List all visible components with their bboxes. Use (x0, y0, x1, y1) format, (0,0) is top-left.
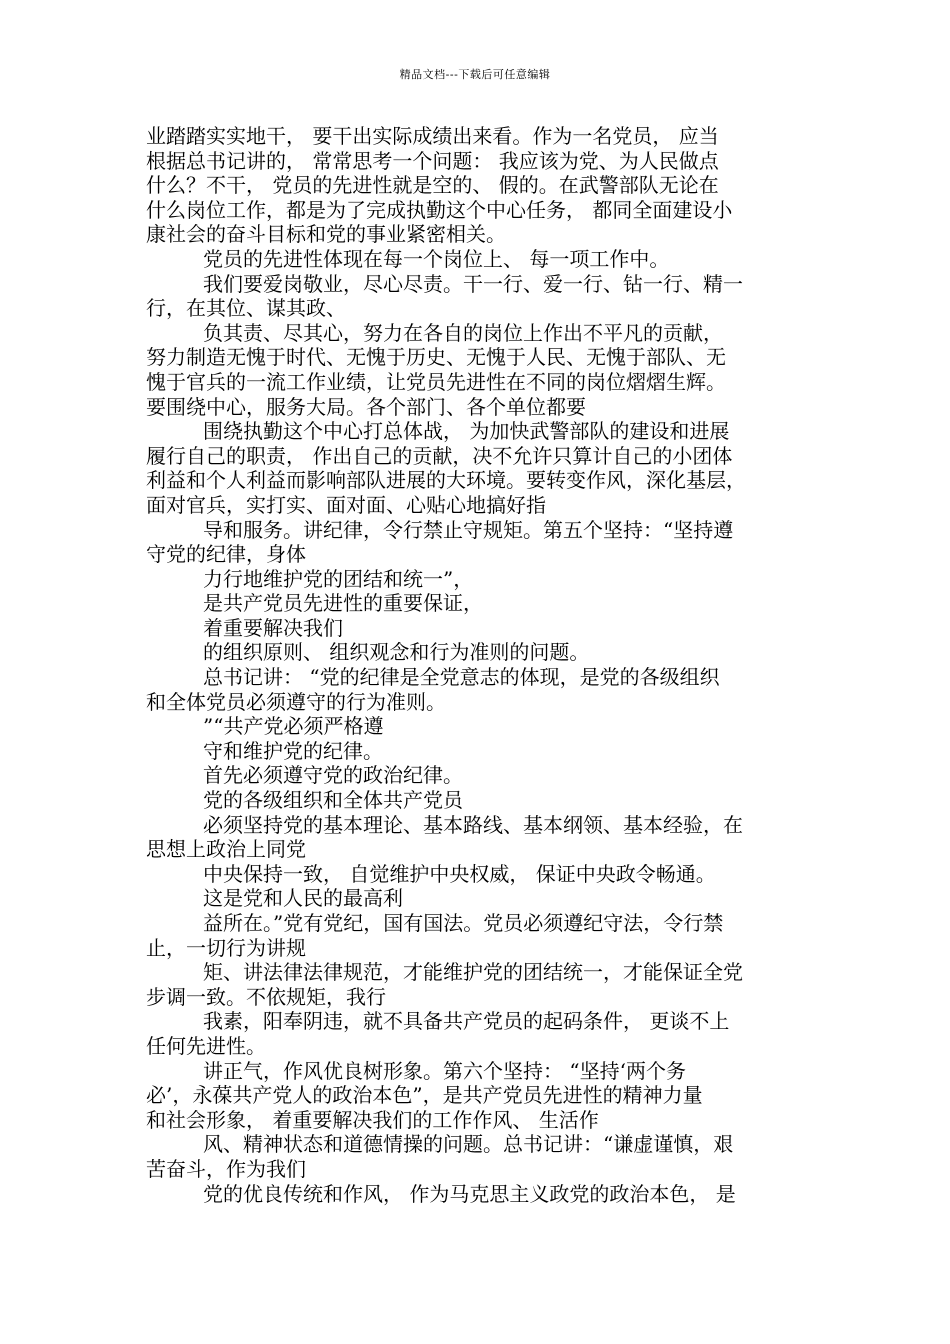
text-line: 围绕执勤这个中心打总体战， 为加快武警部队的建设和进展 (203, 419, 730, 444)
text-line: 党员的先进性体现在每一个岗位上、 每一项工作中。 (203, 246, 670, 271)
text-line: 步调一致。不依规矩，我行 (146, 984, 386, 1009)
text-line: 益所在。”党有党纪，国有国法。党员必须遵纪守法，令行禁 (203, 911, 724, 935)
text-line: ”“共产党必须严格遵 (203, 714, 384, 739)
text-line: 努力制造无愧于时代、无愧于历史、无愧于人民、无愧于部队、无 (146, 345, 726, 370)
text-line: 面对官兵，实打实、面对面、心贴心地搞好指 (146, 492, 546, 517)
text-line: 中央保持一致， 自觉维护中央权威， 保证中央政令畅通。 (203, 861, 716, 886)
text-line: 业踏踏实实地干， 要干出实际成绩出来看。作为一名党员， 应当 (146, 124, 719, 148)
text-line: 总书记讲： “党的纪律是全党意志的体现，是党的各级组织 (203, 665, 720, 690)
text-line: 力行地维护党的团结和统一”， (203, 566, 474, 591)
text-line: 和全体党员必须遵守的行为准则。 (146, 689, 446, 714)
text-line: 的组织原则、 组织观念和行为准则的问题。 (203, 640, 590, 665)
text-line: 止，一切行为讲规 (146, 935, 306, 960)
text-line: 守党的纪律，身体 (146, 542, 306, 567)
text-line: 思想上政治上同党 (146, 837, 306, 862)
text-line: 根据总书记讲的， 常常思考一个问题： 我应该为党、为人民做点 (146, 148, 719, 173)
text-line: 矩、讲法律法律规范，才能维护党的团结统一，才能保证全党 (203, 960, 743, 985)
text-line: 守和维护党的纪律。 (203, 738, 383, 763)
text-line: 负其责、尽其心，努力在各自的岗位上作出不平凡的贡献， (203, 320, 723, 345)
text-line: 愧于官兵的一流工作业绩，让党员先进性在不同的岗位熠熠生辉。 (146, 369, 726, 394)
text-line: 着重要解决我们 (203, 615, 343, 640)
text-line: 利益和个人利益而影响部队进展的大环境。要转变作风，深化基层， (146, 468, 746, 493)
text-line: 行，在其位、谋其政、 (146, 296, 346, 321)
text-line: 党的优良传统和作风， 作为马克思主义政党的政治本色， 是 (203, 1181, 736, 1206)
text-line: 康社会的奋斗目标和党的事业紧密相关。 (146, 222, 506, 247)
text-line: 必须坚持党的基本理论、基本路线、基本纲领、基本经验，在 (203, 812, 743, 837)
page-header: 精品文档---下载后可任意编辑 (399, 68, 551, 81)
text-line: 讲正气，作风优良树形象。第六个坚持： “坚持‘两个务 (203, 1058, 686, 1083)
text-line: 什么岗位工作，都是为了完成执勤这个中心任务， 都同全面建设小 (146, 197, 733, 222)
text-line: 我们要爱岗敬业，尽心尽责。干一行、爱一行、钻一行、精一 (203, 271, 743, 296)
text-line: 风、精神状态和道德情操的问题。总书记讲：“谦虚谨慎，艰 (203, 1132, 734, 1157)
body-text (146, 124, 836, 1206)
text-line: 和社会形象， 着重要解决我们的工作作风、 生活作 (146, 1107, 599, 1132)
text-line: 党的各级组织和全体共产党员 (203, 788, 463, 813)
text-line: 我素，阳奉阴违，就不具备共产党员的起码条件， 更谈不上 (203, 1009, 730, 1034)
text-line: 履行自己的职责， 作出自己的贡献，决不允许只算计自己的小团体 (146, 443, 733, 468)
text-line: 苦奋斗，作为我们 (146, 1156, 306, 1181)
text-line: 导和服务。讲纪律，令行禁止守规矩。第五个坚持：“坚持遵 (203, 517, 734, 542)
text-line: 任何先进性。 (146, 1033, 266, 1058)
text-line: 首先必须遵守党的政治纪律。 (203, 763, 463, 788)
text-line: 必’，永葆共产党人的政治本色”，是共产党员先进性的精神力量 (146, 1083, 703, 1108)
text-line: 什么？不干， 党员的先进性就是空的、 假的。在武警部队无论在 (146, 173, 719, 198)
text-line: 要围绕中心，服务大局。各个部门、各个单位都要 (146, 394, 586, 419)
text-line: 这是党和人民的最高利 (203, 886, 403, 911)
text-line: 是共产党员先进性的重要保证， (203, 591, 483, 616)
